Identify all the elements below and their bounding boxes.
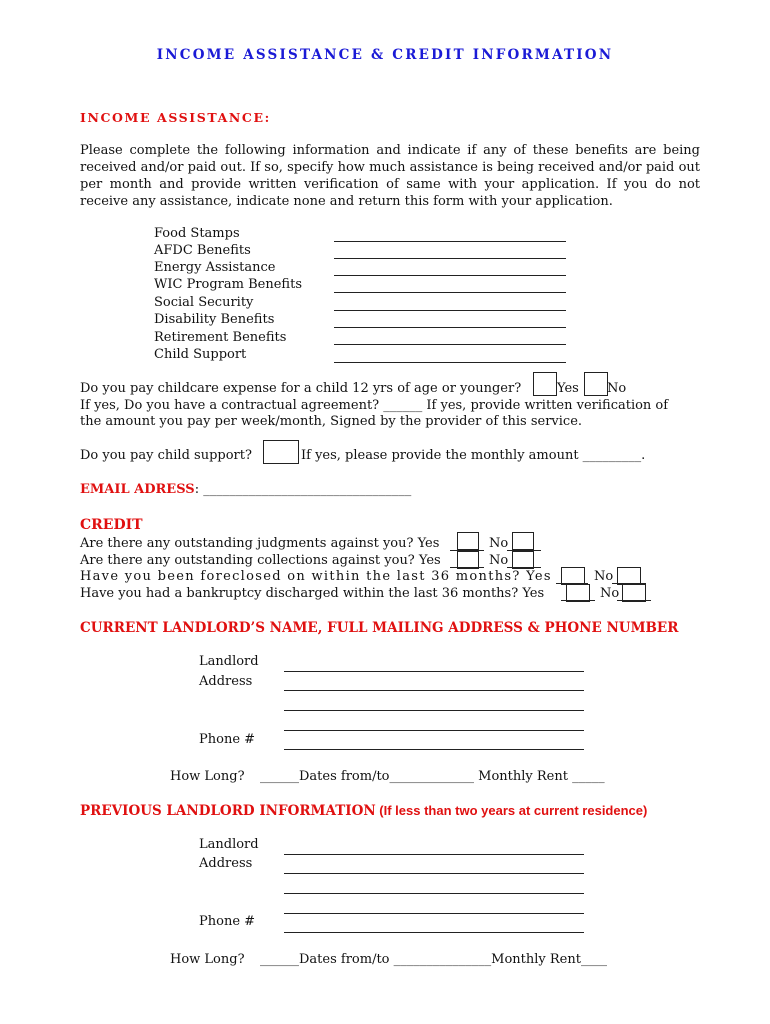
contractual-agreement-line: If yes, Do you have a contractual agreement? ______ If yes, provide written verification of xyxy=(80,398,669,413)
phone-label: Phone # xyxy=(199,732,256,747)
childcare-question: Do you pay childcare expense for a child 12 yrs of age or younger? xyxy=(80,381,522,396)
underline xyxy=(507,567,541,568)
email-label: EMAIL ADRESS xyxy=(80,482,195,497)
benefit-amount-field[interactable] xyxy=(334,292,566,293)
benefit-amount-field[interactable] xyxy=(334,310,566,311)
judgments-yes-checkbox[interactable] xyxy=(457,532,479,550)
dates-rent-line[interactable]: ______Dates from/to _______________Monthly Rent____ xyxy=(260,952,607,967)
email-row xyxy=(80,482,411,497)
child-support-question: Do you pay child support? xyxy=(80,448,252,463)
benefit-amount-field[interactable] xyxy=(334,362,566,363)
previous-landlord-heading: PREVIOUS LANDLORD INFORMATION xyxy=(80,803,376,819)
benefit-label: Energy Assistance xyxy=(154,260,276,275)
previous-landlord-heading-row xyxy=(80,803,647,819)
income-assistance-heading: INCOME ASSISTANCE: xyxy=(80,110,271,125)
childcare-no-checkbox[interactable] xyxy=(584,372,608,396)
benefit-label: Child Support xyxy=(154,347,247,362)
email-field[interactable]: : ________________________________ xyxy=(194,482,412,497)
childcare-yes-checkbox[interactable] xyxy=(533,372,557,396)
address-field[interactable] xyxy=(284,730,584,731)
landlord-label: Landlord xyxy=(199,654,259,669)
verification-line: the amount you pay per week/month, Signed by the provider of this service. xyxy=(80,414,583,429)
benefit-label: Social Security xyxy=(154,295,254,310)
benefit-amount-field[interactable] xyxy=(334,275,566,276)
dates-rent-line[interactable]: ______Dates from/to_____________ Monthly Rent _____ xyxy=(260,769,605,784)
credit-question: Have you been foreclosed on within the last 36 months? Yes xyxy=(80,569,552,584)
address-field[interactable] xyxy=(284,913,584,914)
benefit-label: Disability Benefits xyxy=(154,312,275,327)
benefit-label: Food Stamps xyxy=(154,226,240,241)
landlord-label: Landlord xyxy=(199,837,259,852)
how-long-label: How Long? xyxy=(170,769,245,784)
underline xyxy=(617,600,651,601)
credit-question: Are there any outstanding collections against you? Yes xyxy=(80,553,441,568)
judgments-no-checkbox[interactable] xyxy=(512,532,534,550)
benefit-amount-field[interactable] xyxy=(334,258,566,259)
address-label: Address xyxy=(199,674,253,689)
no-label: No xyxy=(489,536,509,551)
no-label: No xyxy=(594,569,614,584)
benefit-amount-field[interactable] xyxy=(334,344,566,345)
address-field[interactable] xyxy=(284,690,584,691)
credit-heading: CREDIT xyxy=(80,517,143,533)
previous-landlord-note: (If less than two years at current residence) xyxy=(375,803,648,818)
underline xyxy=(450,567,484,568)
how-long-label: How Long? xyxy=(170,952,245,967)
page-title: INCOME ASSISTANCE & CREDIT INFORMATION xyxy=(156,47,614,63)
benefit-label: Retirement Benefits xyxy=(154,330,287,345)
landlord-name-field[interactable] xyxy=(284,671,584,672)
childcare-yes-label: Yes xyxy=(557,381,579,396)
benefit-amount-field[interactable] xyxy=(334,241,566,242)
credit-question: Are there any outstanding judgments against you? Yes xyxy=(80,536,440,551)
benefit-label: WIC Program Benefits xyxy=(154,277,302,292)
child-support-checkbox[interactable] xyxy=(263,440,299,464)
current-landlord-heading: CURRENT LANDLORD’S NAME, FULL MAILING ADDRESS & PHONE NUMBER xyxy=(80,620,679,636)
no-label: No xyxy=(489,553,509,568)
address-field[interactable] xyxy=(284,710,584,711)
phone-field[interactable] xyxy=(284,749,584,750)
credit-question: Have you had a bankruptcy discharged within the last 36 months? Yes xyxy=(80,586,545,601)
benefit-amount-field[interactable] xyxy=(334,327,566,328)
phone-field[interactable] xyxy=(284,932,584,933)
income-instructions: Please complete the following information and indicate if any of these benefits are being received and/or paid out. If so, specify how much assistance is being received and/or paid out per month and provide written verification of same with your application. If you do not receive any assistance, indicate none and return this form with your application. xyxy=(80,143,700,209)
child-support-amount: If yes, please provide the monthly amount _________. xyxy=(301,448,646,463)
landlord-name-field[interactable] xyxy=(284,854,584,855)
phone-label: Phone # xyxy=(199,914,256,929)
underline xyxy=(561,600,595,601)
address-field[interactable] xyxy=(284,873,584,874)
address-field[interactable] xyxy=(284,893,584,894)
benefit-label: AFDC Benefits xyxy=(154,243,251,258)
address-label: Address xyxy=(199,856,253,871)
no-label: No xyxy=(600,586,620,601)
childcare-no-label: No xyxy=(607,381,627,396)
